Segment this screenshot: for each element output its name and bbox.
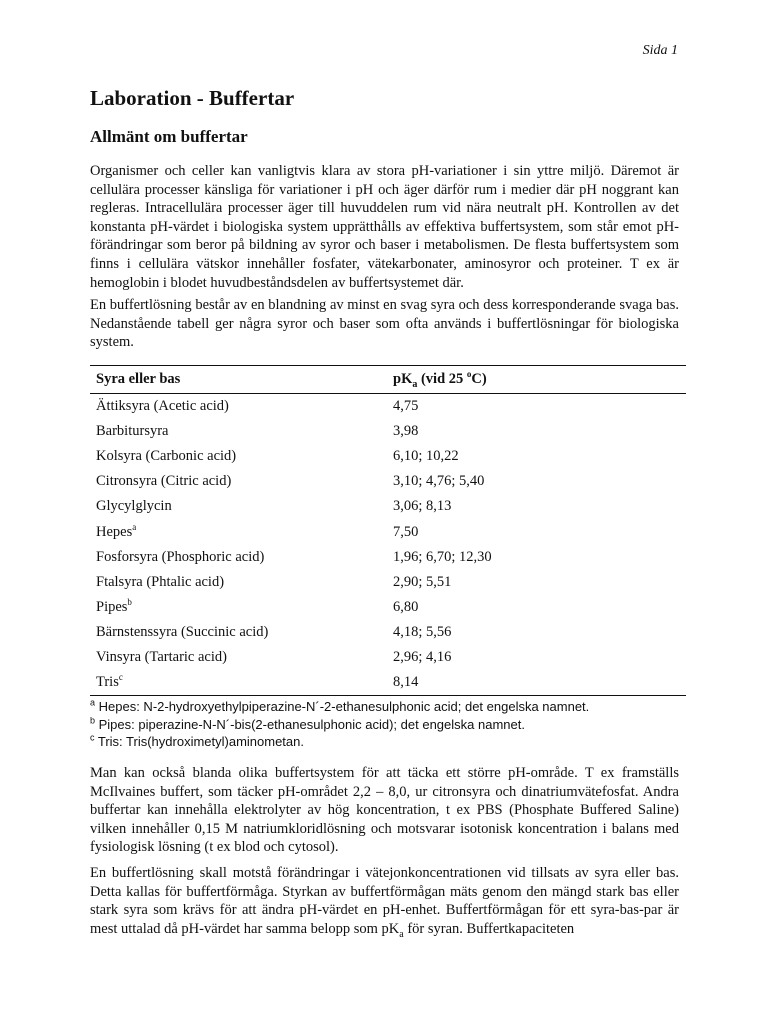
section-heading: Allmänt om buffertar xyxy=(90,127,248,146)
cell-acid-base xyxy=(90,444,387,469)
footnotes xyxy=(90,698,589,751)
cell-acid-base xyxy=(90,595,387,620)
mixed-buffers-paragraph: Man kan också blanda olika buffertsystem för att täcka ett större pH-område. T ex framställs McIlvaines buffert, som täcker pH-området 2,2 – 8,0, ur citronsyra och dinatriumvätefosfat. Andra buffertar kan innehålla elektrolyter av hög koncentration, t ex PBS (Phosphate Buffered Saline) vilken innehåller 0,15 M natriumkloridlösning och motsvarar isotonisk koncentration i balans med fysiologisk lösning (t ex blod och cytosol). xyxy=(90,765,679,856)
table-row xyxy=(90,595,686,620)
acid-base-name: Fosforsyra (Phosphoric acid) xyxy=(96,548,265,565)
acid-base-name: Pipes xyxy=(96,598,128,615)
acid-base-name: Tris xyxy=(96,674,119,691)
cell-pka: 3,10; 4,76; 5,40 xyxy=(393,473,485,490)
cell-pka: 1,96; 6,70; 12,30 xyxy=(393,548,492,565)
acid-base-name: Ftalsyra (Phtalic acid) xyxy=(96,573,225,590)
cell-pka: 4,18; 5,56 xyxy=(393,623,452,640)
table-row xyxy=(90,570,686,595)
cell-pka: 8,14 xyxy=(387,670,686,696)
footnote-mark: c xyxy=(90,732,95,743)
cell-acid-base xyxy=(90,394,387,420)
footnote-text: Hepes: N-2-hydroxyethylpiperazine-N´-2-ethanesulphonic acid; det engelska namnet. xyxy=(95,699,590,714)
table-row xyxy=(90,394,686,420)
temperature-label-b: C) xyxy=(471,371,487,387)
pka-subscript-inline: a xyxy=(399,928,404,940)
cell-pka: 4,75 xyxy=(393,398,419,415)
cell-pka: 3,06; 8,13 xyxy=(393,498,452,515)
cell-acid-base xyxy=(90,570,387,595)
footnote-text: Pipes: piperazine-N-N´-bis(2-ethanesulphonic acid); det engelska namnet. xyxy=(95,716,525,732)
acid-base-name: Bärnstenssyra (Succinic acid) xyxy=(96,623,269,640)
cell-pka: 2,90; 5,51 xyxy=(393,573,452,590)
cell-acid-base xyxy=(90,620,387,645)
footnote-text: Tris: Tris(hydroximetyl)aminometan. xyxy=(94,734,304,749)
table-row xyxy=(90,519,686,544)
cell-pka: 3,98 xyxy=(393,423,419,440)
cell-pka: 7,50 xyxy=(393,523,419,540)
table-row xyxy=(90,494,686,519)
footnote-marker: c xyxy=(118,672,123,683)
cell-acid-base xyxy=(90,545,387,570)
acid-base-name: Barbitursyra xyxy=(96,423,169,440)
document-title: Laboration - Buffertar xyxy=(90,86,295,110)
buffer-table xyxy=(90,365,686,696)
buffer-definition-paragraph: En buffertlösning består av en blandning av minst en svag syra och dess korresponderande svaga bas. Nedanstående tabell ger några syror och baser som ofta används i buffertlösningar för biologiska system. xyxy=(90,297,679,351)
cell-pka: 2,96; 4,16 xyxy=(393,648,452,665)
cell-pka: 6,80 xyxy=(393,598,419,615)
buffer-capacity-text-b: för syran. Buffertkapaciteten xyxy=(403,920,575,937)
page-number: Sida 1 xyxy=(642,43,678,58)
footnote xyxy=(90,733,589,751)
table-body xyxy=(90,394,686,696)
footnote xyxy=(90,716,589,734)
acid-base-name: Glycylglycin xyxy=(96,498,172,515)
acid-base-name: Citronsyra (Citric acid) xyxy=(96,473,232,490)
table-row xyxy=(90,419,686,444)
footnote-mark: a xyxy=(90,697,96,708)
table-row xyxy=(90,444,686,469)
footnote-marker: b xyxy=(127,596,132,607)
cell-acid-base xyxy=(90,519,387,544)
table-row xyxy=(90,670,686,696)
column-header-acid-base: Syra eller bas xyxy=(90,366,387,394)
footnote-mark: b xyxy=(90,715,96,726)
cell-acid-base xyxy=(90,469,387,494)
buffer-capacity-paragraph xyxy=(90,864,679,938)
footnote xyxy=(90,698,589,716)
cell-acid-base xyxy=(90,645,387,670)
acid-base-name: Ättiksyra (Acetic acid) xyxy=(96,398,229,415)
table-header-row xyxy=(90,366,686,394)
degree-mark: o xyxy=(466,369,472,380)
cell-acid-base xyxy=(90,670,387,696)
table-row xyxy=(90,469,686,494)
buffer-capacity-text-a: En buffertlösning skall motstå förändringar i vätejonkoncentrationen vid tillsats av syra eller bas. Detta kallas för buffertförmåga. Styrkan av buffertförmågan mäts genom den mängd stark bas eller stark syra som krävs för att ändra pH-värdet en pH-enhet. Buffertförmågan för ett syra-bas-par är mest uttalad då pH-värdet har samma belopp som pK xyxy=(90,865,679,937)
table-row xyxy=(90,545,686,570)
cell-pka: 6,10; 10,22 xyxy=(393,448,459,465)
pka-label: pK xyxy=(393,371,413,387)
intro-paragraph: Organismer och celler kan vanligtvis klara av stora pH-variationer i sin yttre miljö. Däremot är cellulära processer känsliga för variationer i pH och äger därför rum i medier där pH noggrant kan regleras. Intracellulära processer äger till huvuddelen rum vid nära neutralt pH. Kontrollen av det konstanta pH-värdet i biologiska system upprätthålls av effektiva buffertsystem, som står emot pH-förändringar som beror på bildning av syror och baser i metabolismen. De flesta buffertsystem som finns i cellulära vätskor innehåller fosfater, vätekarbonater, aminosyror och proteiner. T ex är hemoglobin i blodet huvudbeståndsdelen av buffertsystemet där. xyxy=(90,163,679,291)
acid-base-name: Vinsyra (Tartaric acid) xyxy=(96,648,227,665)
footnote-marker: a xyxy=(132,521,137,532)
cell-acid-base xyxy=(90,419,387,444)
acid-base-name: Kolsyra (Carbonic acid) xyxy=(96,448,237,465)
cell-acid-base xyxy=(90,494,387,519)
acid-base-name: Hepes xyxy=(96,523,133,540)
table-row xyxy=(90,620,686,645)
table-row xyxy=(90,645,686,670)
temperature-label-a: (vid 25 xyxy=(417,371,467,387)
column-header-pka xyxy=(387,366,686,394)
pka-subscript: a xyxy=(412,378,418,390)
